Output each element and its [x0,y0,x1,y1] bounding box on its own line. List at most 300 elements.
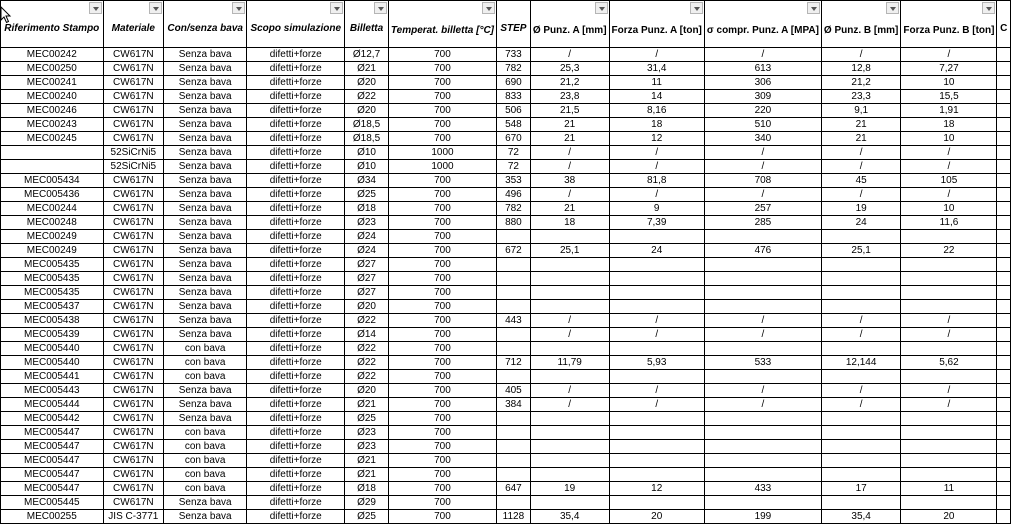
cell-fa[interactable] [609,412,704,426]
cell-fb[interactable] [901,272,997,286]
cell-fb[interactable]: 10 [901,132,997,146]
cell-step[interactable]: 1128 [497,510,531,524]
cell-bava[interactable]: Senza bava [164,230,247,244]
cell-pa[interactable]: 18 [530,216,609,230]
cell-temp[interactable]: 700 [388,132,496,146]
cell-scopo[interactable]: difetti+forze [247,258,345,272]
cell-step[interactable] [497,426,531,440]
cell-step[interactable]: 782 [497,62,531,76]
cell-sa[interactable]: / [704,314,821,328]
cell-step[interactable]: 353 [497,174,531,188]
cell-mat[interactable]: CW617N [103,300,163,314]
cell-bil[interactable]: Ø22 [345,342,389,356]
cell-fb[interactable]: / [901,188,997,202]
cell-fa[interactable]: 20 [609,510,704,524]
cell-mat[interactable]: CW617N [103,202,163,216]
cell-bil[interactable]: Ø10 [345,146,389,160]
cell-fa[interactable] [609,272,704,286]
cell-x[interactable] [997,454,1011,468]
cell-pa[interactable] [530,454,609,468]
cell-temp[interactable]: 700 [388,188,496,202]
cell-pb[interactable]: / [821,48,900,62]
cell-rif[interactable]: MEC005447 [1,468,104,482]
cell-step[interactable] [497,300,531,314]
cell-bava[interactable]: Senza bava [164,62,247,76]
cell-fa[interactable]: 14 [609,90,704,104]
cell-fb[interactable] [901,426,997,440]
cell-temp[interactable]: 700 [388,426,496,440]
cell-x[interactable] [997,272,1011,286]
cell-mat[interactable]: CW617N [103,314,163,328]
cell-scopo[interactable]: difetti+forze [247,174,345,188]
column-header-pa[interactable] [530,1,609,48]
cell-sa[interactable]: 708 [704,174,821,188]
cell-bava[interactable]: con bava [164,342,247,356]
cell-bava[interactable]: Senza bava [164,48,247,62]
cell-rif[interactable]: MEC005434 [1,174,104,188]
cell-temp[interactable]: 700 [388,90,496,104]
cell-pb[interactable]: 45 [821,174,900,188]
cell-fa[interactable] [609,426,704,440]
cell-bil[interactable]: Ø21 [345,454,389,468]
cell-sa[interactable] [704,454,821,468]
cell-bava[interactable]: con bava [164,440,247,454]
cell-x[interactable] [997,286,1011,300]
cell-temp[interactable]: 700 [388,174,496,188]
cell-rif[interactable]: MEC005447 [1,454,104,468]
cell-fa[interactable] [609,454,704,468]
cell-mat[interactable]: CW617N [103,496,163,510]
cell-x[interactable] [997,258,1011,272]
cell-pa[interactable] [530,370,609,384]
cell-temp[interactable]: 700 [388,510,496,524]
cell-pb[interactable]: / [821,328,900,342]
cell-mat[interactable]: CW617N [103,244,163,258]
cell-x[interactable] [997,188,1011,202]
cell-scopo[interactable]: difetti+forze [247,188,345,202]
cell-scopo[interactable]: difetti+forze [247,48,345,62]
cell-x[interactable] [997,104,1011,118]
cell-temp[interactable]: 700 [388,496,496,510]
column-header-step[interactable] [497,1,531,48]
cell-mat[interactable]: CW617N [103,342,163,356]
cell-fb[interactable]: / [901,48,997,62]
cell-fa[interactable]: 31,4 [609,62,704,76]
cell-fb[interactable]: / [901,146,997,160]
cell-bil[interactable]: Ø20 [345,104,389,118]
filter-dropdown-icon[interactable] [982,2,995,14]
cell-step[interactable]: 690 [497,76,531,90]
cell-rif[interactable]: MEC005445 [1,496,104,510]
cell-temp[interactable]: 700 [388,356,496,370]
cell-scopo[interactable]: difetti+forze [247,440,345,454]
cell-fa[interactable]: 24 [609,244,704,258]
cell-step[interactable] [497,328,531,342]
cell-step[interactable] [497,440,531,454]
column-header-scopo[interactable] [247,1,345,48]
cell-fa[interactable]: 7,39 [609,216,704,230]
cell-x[interactable] [997,314,1011,328]
cell-pb[interactable] [821,258,900,272]
cell-mat[interactable]: CW617N [103,286,163,300]
cell-x[interactable] [997,412,1011,426]
cell-fa[interactable] [609,286,704,300]
cell-sa[interactable] [704,412,821,426]
cell-fb[interactable]: 10 [901,76,997,90]
cell-pa[interactable] [530,342,609,356]
cell-rif[interactable]: MEC00246 [1,104,104,118]
cell-bava[interactable]: Senza bava [164,314,247,328]
cell-scopo[interactable]: difetti+forze [247,314,345,328]
cell-fa[interactable] [609,300,704,314]
cell-fa[interactable]: / [609,384,704,398]
cell-x[interactable] [997,118,1011,132]
cell-fb[interactable]: 5,62 [901,356,997,370]
cell-step[interactable]: 880 [497,216,531,230]
cell-bil[interactable]: Ø22 [345,370,389,384]
cell-bil[interactable]: Ø25 [345,510,389,524]
cell-fa[interactable]: 12 [609,132,704,146]
column-header-fb[interactable] [901,1,997,48]
column-header-pb[interactable] [821,1,900,48]
cell-rif[interactable]: MEC00250 [1,62,104,76]
cell-bil[interactable]: Ø18,5 [345,132,389,146]
cell-fa[interactable]: 11 [609,76,704,90]
cell-pa[interactable]: 21 [530,202,609,216]
cell-pa[interactable] [530,412,609,426]
cell-sa[interactable]: 257 [704,202,821,216]
cell-bava[interactable]: Senza bava [164,104,247,118]
cell-pa[interactable] [530,258,609,272]
cell-pb[interactable]: / [821,384,900,398]
cell-pa[interactable]: / [530,188,609,202]
cell-rif[interactable]: MEC005440 [1,342,104,356]
cell-step[interactable] [497,370,531,384]
cell-step[interactable] [497,258,531,272]
cell-temp[interactable]: 700 [388,468,496,482]
cell-fb[interactable]: 7,27 [901,62,997,76]
cell-rif[interactable]: MEC005442 [1,412,104,426]
cell-pb[interactable]: 25,1 [821,244,900,258]
cell-fb[interactable] [901,370,997,384]
cell-bava[interactable]: Senza bava [164,160,247,174]
cell-rif[interactable]: MEC005435 [1,286,104,300]
cell-rif[interactable]: MEC005440 [1,356,104,370]
cell-pa[interactable]: 35,4 [530,510,609,524]
cell-bava[interactable]: Senza bava [164,244,247,258]
cell-bava[interactable]: con bava [164,482,247,496]
cell-bil[interactable]: Ø22 [345,314,389,328]
cell-bil[interactable]: Ø20 [345,76,389,90]
cell-x[interactable] [997,62,1011,76]
cell-bava[interactable]: Senza bava [164,174,247,188]
cell-scopo[interactable]: difetti+forze [247,398,345,412]
cell-x[interactable] [997,202,1011,216]
cell-pa[interactable] [530,440,609,454]
cell-scopo[interactable]: difetti+forze [247,412,345,426]
cell-fa[interactable]: 9 [609,202,704,216]
cell-rif[interactable]: MEC00244 [1,202,104,216]
cell-pa[interactable]: 21 [530,118,609,132]
cell-mat[interactable]: CW617N [103,384,163,398]
cell-temp[interactable]: 700 [388,104,496,118]
cell-sa[interactable] [704,272,821,286]
cell-pb[interactable] [821,272,900,286]
cell-fb[interactable]: 1,91 [901,104,997,118]
cell-fa[interactable]: 81,8 [609,174,704,188]
cell-mat[interactable]: CW617N [103,328,163,342]
cell-scopo[interactable]: difetti+forze [247,384,345,398]
filter-dropdown-icon[interactable] [232,2,245,14]
cell-fb[interactable]: / [901,328,997,342]
cell-bava[interactable]: Senza bava [164,398,247,412]
cell-mat[interactable]: CW617N [103,230,163,244]
cell-pb[interactable] [821,496,900,510]
cell-fa[interactable]: / [609,188,704,202]
cell-step[interactable] [497,468,531,482]
cell-fa[interactable]: 8,16 [609,104,704,118]
cell-temp[interactable]: 700 [388,300,496,314]
cell-bil[interactable]: Ø27 [345,272,389,286]
cell-mat[interactable]: CW617N [103,454,163,468]
cell-bil[interactable]: Ø18,5 [345,118,389,132]
cell-step[interactable]: 672 [497,244,531,258]
cell-bava[interactable]: con bava [164,454,247,468]
cell-pb[interactable]: 24 [821,216,900,230]
cell-fa[interactable]: 12 [609,482,704,496]
cell-rif[interactable]: MEC00249 [1,244,104,258]
cell-fb[interactable]: 10 [901,202,997,216]
cell-sa[interactable]: 306 [704,76,821,90]
cell-scopo[interactable]: difetti+forze [247,286,345,300]
cell-fb[interactable] [901,496,997,510]
cell-bil[interactable]: Ø24 [345,244,389,258]
column-header-bava[interactable] [164,1,247,48]
cell-fa[interactable] [609,230,704,244]
cell-step[interactable]: 405 [497,384,531,398]
cell-rif[interactable]: MEC005438 [1,314,104,328]
cell-mat[interactable]: CW617N [103,118,163,132]
cell-rif[interactable]: MEC005435 [1,272,104,286]
cell-rif[interactable]: MEC005437 [1,300,104,314]
cell-x[interactable] [997,132,1011,146]
cell-scopo[interactable]: difetti+forze [247,216,345,230]
cell-step[interactable] [497,230,531,244]
cell-bava[interactable]: Senza bava [164,90,247,104]
cell-step[interactable]: 733 [497,48,531,62]
cell-bil[interactable]: Ø23 [345,440,389,454]
cell-sa[interactable]: 199 [704,510,821,524]
cell-fb[interactable]: 18 [901,118,997,132]
cell-rif[interactable] [1,160,104,174]
cell-x[interactable] [997,174,1011,188]
cell-pa[interactable]: 21,2 [530,76,609,90]
cell-scopo[interactable]: difetti+forze [247,272,345,286]
cell-rif[interactable]: MEC00242 [1,48,104,62]
cell-sa[interactable] [704,230,821,244]
cell-bil[interactable]: Ø21 [345,468,389,482]
cell-rif[interactable]: MEC005435 [1,258,104,272]
cell-pa[interactable] [530,272,609,286]
cell-pb[interactable] [821,230,900,244]
cell-pa[interactable] [530,426,609,440]
cell-rif[interactable]: MEC00245 [1,132,104,146]
cell-pb[interactable]: / [821,146,900,160]
cell-rif[interactable]: MEC00249 [1,230,104,244]
cell-fb[interactable]: / [901,314,997,328]
cell-pb[interactable]: 12,8 [821,62,900,76]
cell-mat[interactable]: CW617N [103,76,163,90]
cell-bil[interactable]: Ø34 [345,174,389,188]
cell-scopo[interactable]: difetti+forze [247,76,345,90]
cell-bava[interactable]: Senza bava [164,202,247,216]
column-header-rif[interactable] [1,1,104,48]
cell-bil[interactable]: Ø22 [345,356,389,370]
cell-scopo[interactable]: difetti+forze [247,300,345,314]
cell-mat[interactable]: 52SiCrNi5 [103,160,163,174]
cell-fb[interactable]: 15,5 [901,90,997,104]
cell-rif[interactable]: MEC005444 [1,398,104,412]
cell-pb[interactable] [821,342,900,356]
cell-scopo[interactable]: difetti+forze [247,118,345,132]
cell-pa[interactable]: 21,5 [530,104,609,118]
cell-mat[interactable]: CW617N [103,370,163,384]
cell-fb[interactable]: / [901,398,997,412]
cell-pa[interactable] [530,468,609,482]
cell-pb[interactable] [821,300,900,314]
cell-sa[interactable]: 220 [704,104,821,118]
cell-sa[interactable] [704,440,821,454]
cell-fa[interactable]: / [609,146,704,160]
cell-bava[interactable]: Senza bava [164,384,247,398]
cell-scopo[interactable]: difetti+forze [247,244,345,258]
cell-pa[interactable]: 19 [530,482,609,496]
cell-step[interactable] [497,286,531,300]
cell-rif[interactable]: MEC00241 [1,76,104,90]
cell-bil[interactable]: Ø20 [345,300,389,314]
cell-scopo[interactable]: difetti+forze [247,496,345,510]
cell-x[interactable] [997,510,1011,524]
cell-mat[interactable]: CW617N [103,62,163,76]
filter-dropdown-icon[interactable] [595,2,608,14]
cell-fa[interactable] [609,342,704,356]
cell-temp[interactable]: 1000 [388,146,496,160]
cell-bava[interactable]: Senza bava [164,76,247,90]
cell-sa[interactable]: / [704,384,821,398]
cell-bava[interactable]: Senza bava [164,510,247,524]
cell-pa[interactable]: 25,1 [530,244,609,258]
cell-mat[interactable]: CW617N [103,90,163,104]
cell-bil[interactable]: Ø23 [345,426,389,440]
cell-mat[interactable]: CW617N [103,174,163,188]
cell-pb[interactable]: / [821,314,900,328]
cell-temp[interactable]: 700 [388,286,496,300]
cell-sa[interactable] [704,468,821,482]
filter-dropdown-icon[interactable] [89,2,102,14]
cell-rif[interactable]: MEC00255 [1,510,104,524]
cell-bil[interactable]: Ø27 [345,286,389,300]
cell-bil[interactable]: Ø12,7 [345,48,389,62]
column-header-fa[interactable] [609,1,704,48]
cell-mat[interactable]: CW617N [103,132,163,146]
cell-mat[interactable]: CW617N [103,216,163,230]
cell-temp[interactable]: 700 [388,76,496,90]
cell-pa[interactable]: / [530,384,609,398]
cell-mat[interactable]: CW617N [103,440,163,454]
cell-sa[interactable] [704,258,821,272]
cell-pb[interactable] [821,370,900,384]
cell-step[interactable]: 443 [497,314,531,328]
cell-sa[interactable]: 510 [704,118,821,132]
cell-step[interactable]: 72 [497,146,531,160]
cell-pa[interactable]: 25,3 [530,62,609,76]
cell-sa[interactable]: / [704,48,821,62]
cell-rif[interactable]: MEC005447 [1,482,104,496]
cell-sa[interactable]: 613 [704,62,821,76]
cell-sa[interactable] [704,426,821,440]
cell-fb[interactable] [901,258,997,272]
cell-rif[interactable]: MEC005439 [1,328,104,342]
cell-fa[interactable] [609,496,704,510]
cell-x[interactable] [997,328,1011,342]
cell-bava[interactable]: Senza bava [164,300,247,314]
cell-temp[interactable]: 700 [388,412,496,426]
column-header-x[interactable] [997,1,1011,48]
cell-mat[interactable]: CW617N [103,188,163,202]
cell-scopo[interactable]: difetti+forze [247,202,345,216]
cell-temp[interactable]: 700 [388,202,496,216]
cell-bava[interactable]: Senza bava [164,412,247,426]
cell-bil[interactable]: Ø21 [345,62,389,76]
cell-fb[interactable] [901,230,997,244]
cell-temp[interactable]: 700 [388,370,496,384]
cell-x[interactable] [997,90,1011,104]
cell-fa[interactable]: / [609,398,704,412]
cell-pa[interactable] [530,496,609,510]
cell-x[interactable] [997,370,1011,384]
cell-temp[interactable]: 700 [388,244,496,258]
cell-temp[interactable]: 700 [388,384,496,398]
cell-x[interactable] [997,482,1011,496]
cell-pb[interactable] [821,426,900,440]
cell-bava[interactable]: Senza bava [164,118,247,132]
cell-pb[interactable]: 23,3 [821,90,900,104]
column-header-sa[interactable] [704,1,821,48]
cell-mat[interactable]: CW617N [103,412,163,426]
cell-x[interactable] [997,398,1011,412]
cell-scopo[interactable]: difetti+forze [247,510,345,524]
cell-temp[interactable]: 700 [388,454,496,468]
cell-fb[interactable] [901,300,997,314]
cell-mat[interactable]: CW617N [103,426,163,440]
cell-rif[interactable]: MEC00248 [1,216,104,230]
cell-step[interactable] [497,454,531,468]
cell-pa[interactable]: / [530,328,609,342]
cell-fa[interactable] [609,440,704,454]
cell-scopo[interactable]: difetti+forze [247,90,345,104]
cell-bil[interactable]: Ø24 [345,230,389,244]
cell-fb[interactable]: / [901,160,997,174]
cell-scopo[interactable]: difetti+forze [247,230,345,244]
cell-bil[interactable]: Ø14 [345,328,389,342]
cell-bava[interactable]: Senza bava [164,188,247,202]
cell-sa[interactable]: / [704,328,821,342]
cell-sa[interactable]: 476 [704,244,821,258]
cell-pa[interactable]: / [530,48,609,62]
cell-bava[interactable]: Senza bava [164,146,247,160]
cell-step[interactable]: 670 [497,132,531,146]
cell-temp[interactable]: 700 [388,230,496,244]
